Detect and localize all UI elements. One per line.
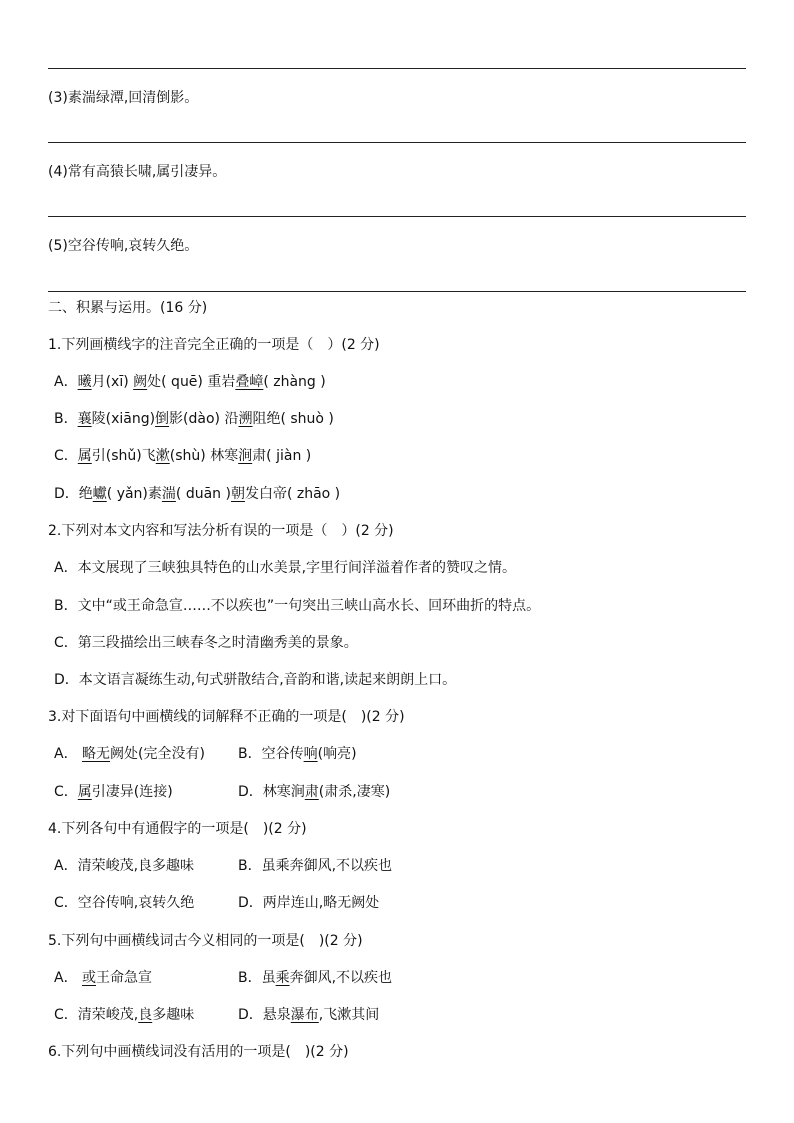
- section-heading: 二、积累与运用。(16 分): [48, 300, 208, 316]
- answer-line: [48, 291, 746, 292]
- answer-line: [48, 142, 746, 143]
- question-1-option-a: A．曦月(xī) 阙处( quē) 重岩叠嶂( zhàng ): [54, 374, 326, 390]
- sub-question-4: (4)常有高猿长啸,属引凄异。: [48, 164, 227, 180]
- question-4-option-d: D．两岸连山,略无阙处: [238, 895, 380, 911]
- question-1-stem: 1.下列画横线字的注音完全正确的一项是（ ）(2 分): [48, 337, 380, 353]
- question-4-option-b: B．虽乘奔御风,不以疾也: [238, 858, 393, 874]
- question-2-option-d: D．本文语言凝练生动,句式骈散结合,音韵和谐,读起来朗朗上口。: [54, 672, 457, 688]
- sub-question-5: (5)空谷传响,哀转久绝。: [48, 238, 199, 254]
- sub-question-3: (3)素湍绿潭,回清倒影。: [48, 90, 199, 106]
- question-3-stem: 3.对下面语句中画横线的词解释不正确的一项是( )(2 分): [48, 709, 405, 725]
- question-1-option-c: C．属引(shǔ)飞漱(shù) 林寒涧肃( jiàn ): [54, 448, 312, 464]
- question-5-option-d: D．悬泉瀑布,飞漱其间: [238, 1007, 380, 1023]
- question-2-option-c: C．第三段描绘出三峡春冬之时清幽秀美的景象。: [54, 635, 358, 651]
- question-4-option-a: A．清荣峻茂,良多趣味: [54, 858, 195, 874]
- question-3-option-d: D．林寒涧肃(肃杀,凄寒): [238, 784, 391, 800]
- question-2-option-b: B．文中“或王命急宣……不以疾也”一句突出三峡山高水长、回环曲折的特点。: [54, 598, 541, 614]
- question-5-option-b: B．虽乘奔御风,不以疾也: [238, 970, 393, 986]
- question-3-option-c: C．属引凄异(连接): [54, 784, 173, 800]
- question-2-option-a: A．本文展现了三峡独具特色的山水美景,字里行间洋溢着作者的赞叹之情。: [54, 560, 517, 576]
- answer-line: [48, 68, 746, 69]
- question-3-option-a: A． 略无阙处(完全没有): [54, 746, 205, 762]
- question-1-option-d: D．绝巘( yǎn)素湍( duān )朝发白帝( zhāo ): [54, 486, 341, 502]
- question-4-stem: 4.下列各句中有通假字的一项是( )(2 分): [48, 821, 307, 837]
- question-1-option-b: B．襄陵(xiāng)倒影(dào) 沿溯阻绝( shuò ): [54, 411, 334, 427]
- question-4-option-c: C．空谷传响,哀转久绝: [54, 895, 195, 911]
- question-2-stem: 2.下列对本文内容和写法分析有误的一项是（ ）(2 分): [48, 523, 394, 539]
- question-3-option-b: B．空谷传响(响亮): [238, 746, 357, 762]
- question-6-stem: 6.下列句中画横线词没有活用的一项是( )(2 分): [48, 1044, 349, 1060]
- question-5-option-c: C．清荣峻茂,良多趣味: [54, 1007, 195, 1023]
- answer-line: [48, 216, 746, 217]
- question-5-option-a: A． 或王命急宣: [54, 970, 153, 986]
- question-5-stem: 5.下列句中画横线词古今义相同的一项是( )(2 分): [48, 933, 363, 949]
